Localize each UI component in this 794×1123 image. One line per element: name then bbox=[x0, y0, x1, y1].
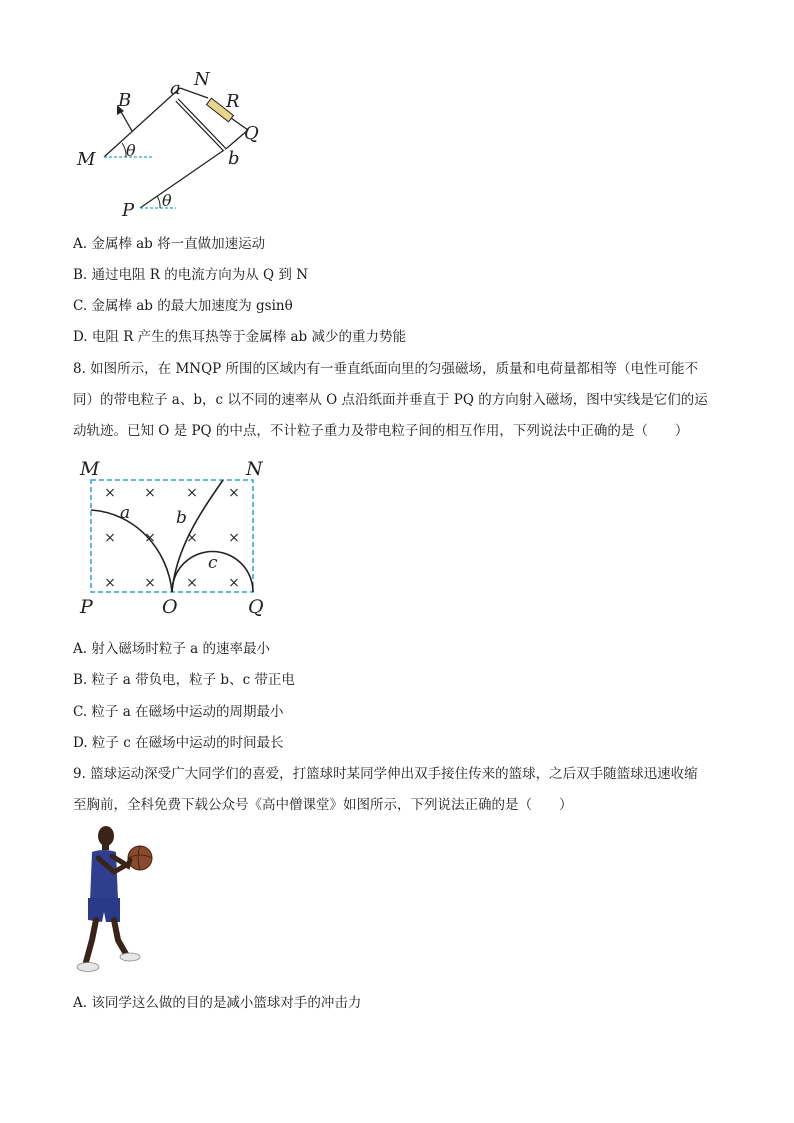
label-P: P bbox=[80, 596, 93, 618]
label-b: b bbox=[228, 148, 240, 169]
figure-inclined-rails bbox=[70, 68, 290, 223]
q8-stem-line-3: 动轨迹。已知 O 是 PQ 的中点，不计粒子重力及带电粒子间的相互作用，下列说法中正确的是（ ） bbox=[73, 423, 689, 439]
field-cross: × bbox=[228, 485, 240, 501]
label-R: R bbox=[226, 91, 240, 112]
field-cross: × bbox=[186, 530, 198, 546]
label-Q: Q bbox=[244, 123, 259, 144]
label-Q: Q bbox=[248, 596, 264, 618]
q8-option-d: D. 粒子 c 在磁场中运动的时间最长 bbox=[73, 735, 284, 751]
label-c: c bbox=[208, 553, 218, 573]
label-a: a bbox=[170, 78, 181, 99]
label-O: O bbox=[162, 596, 178, 618]
field-cross: × bbox=[144, 485, 156, 501]
q8-option-c: C. 粒子 a 在磁场中运动的周期最小 bbox=[73, 704, 284, 720]
label-b: b bbox=[176, 508, 187, 528]
field-cross: × bbox=[104, 530, 116, 546]
field-cross: × bbox=[228, 530, 240, 546]
label-N: N bbox=[246, 458, 263, 480]
q9-stem-line-2: 至胸前，全科免费下载公众号《高中僧课堂》如图所示，下列说法正确的是（ ） bbox=[73, 797, 573, 813]
q8-stem-line-2: 同）的带电粒子 a、b，c 以不同的速率从 O 点沿纸面并垂直于 PQ 的方向射入磁场，图中实线是它们的运 bbox=[73, 392, 708, 408]
field-cross: × bbox=[228, 575, 240, 591]
label-theta-2: θ bbox=[162, 191, 172, 210]
figure-magnetic-field bbox=[76, 455, 276, 620]
label-M: M bbox=[77, 149, 96, 170]
field-cross: × bbox=[104, 575, 116, 591]
basketball-player-illustration bbox=[70, 822, 165, 980]
field-cross: × bbox=[186, 485, 198, 501]
basketball bbox=[128, 846, 152, 870]
label-N: N bbox=[194, 69, 210, 90]
q8-option-a: A. 射入磁场时粒子 a 的速率最小 bbox=[73, 641, 270, 657]
q9-option-a: A. 该同学这么做的目的是减小篮球对手的冲击力 bbox=[73, 995, 362, 1011]
label-M: M bbox=[80, 458, 100, 480]
q7-option-a: A. 金属棒 ab 将一直做加速运动 bbox=[73, 236, 266, 252]
label-B: B bbox=[118, 90, 132, 111]
label-theta-1: θ bbox=[126, 141, 136, 160]
field-cross: × bbox=[144, 575, 156, 591]
field-cross: × bbox=[104, 485, 116, 501]
q9-stem-line-1: 9. 篮球运动深受广大同学们的喜爱，打篮球时某同学伸出双手接住传来的篮球，之后双手随篮球迅速收缩 bbox=[73, 766, 698, 782]
q7-option-b: B. 通过电阻 R 的电流方向为从 Q 到 N bbox=[73, 267, 309, 283]
label-P: P bbox=[122, 200, 135, 221]
q7-option-d: D. 电阻 R 产生的焦耳热等于金属棒 ab 减少的重力势能 bbox=[73, 329, 406, 345]
q8-option-b: B. 粒子 a 带负电，粒子 b、c 带正电 bbox=[73, 672, 295, 688]
field-cross: × bbox=[144, 530, 156, 546]
q8-stem-line-1: 8. 如图所示，在 MNQP 所围的区域内有一垂直纸面向里的匀强磁场，质量和电荷量都相等（电性可能不 bbox=[73, 361, 699, 377]
q7-option-c: C. 金属棒 ab 的最大加速度为 gsinθ bbox=[73, 298, 293, 314]
label-a: a bbox=[120, 503, 131, 523]
field-cross: × bbox=[186, 575, 198, 591]
